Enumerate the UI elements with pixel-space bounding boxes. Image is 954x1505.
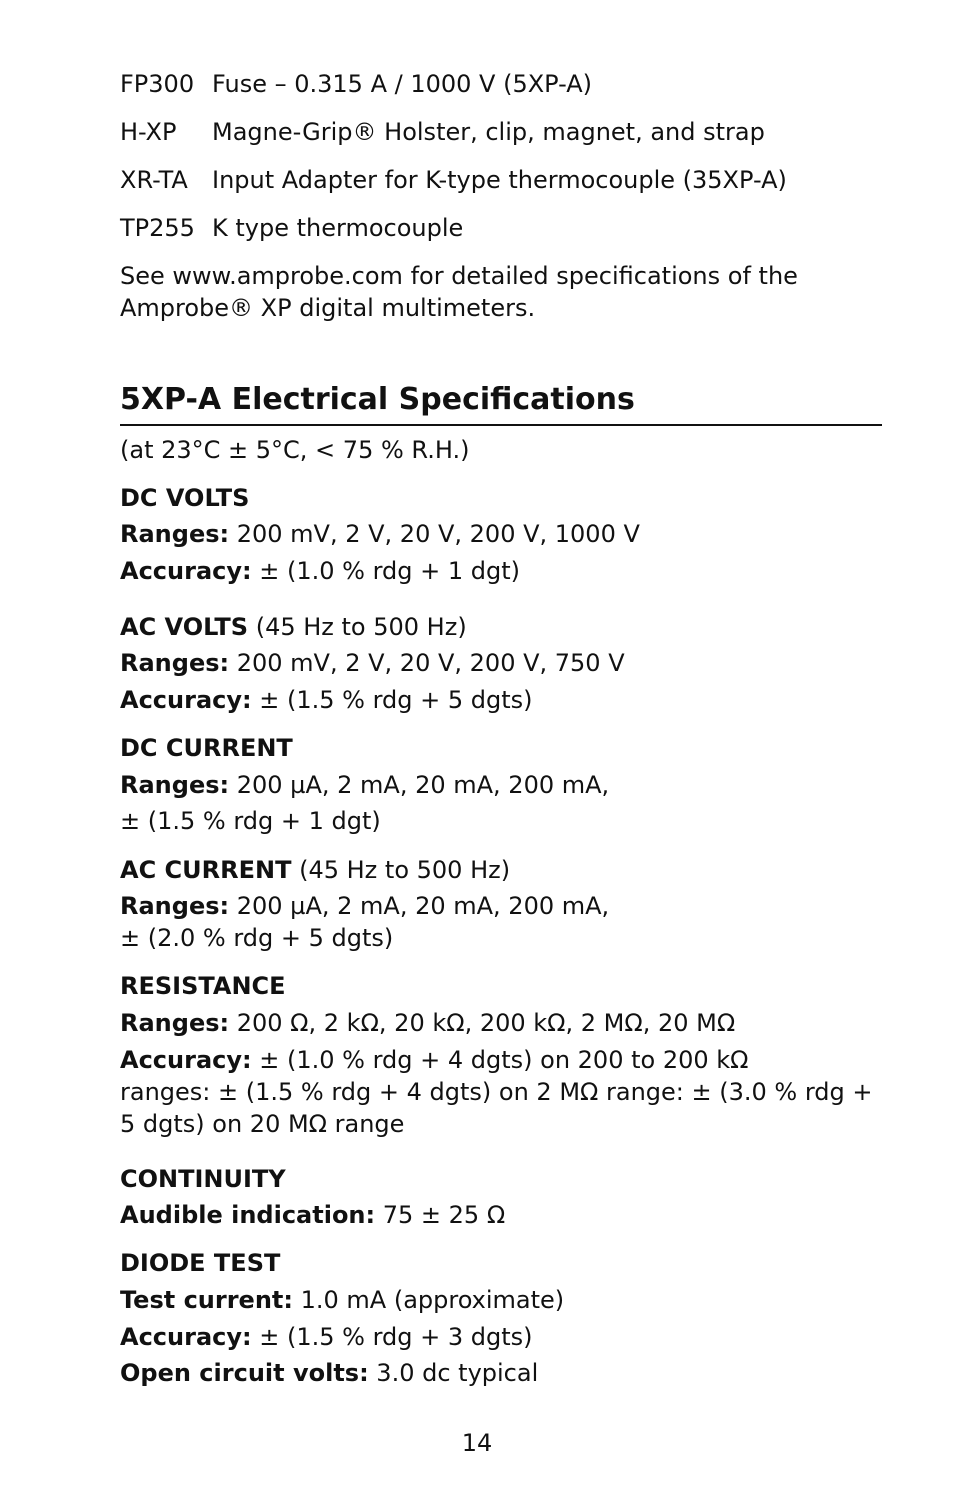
accessory-item-h-xp [120,116,765,148]
section-title: 5XP-A Electrical Specifications [120,382,635,417]
dc-volts-accuracy [120,555,882,587]
accuracy-label: Accuracy: [120,1323,252,1351]
dc-current-ranges-value: 200 µA, 2 mA, 20 mA, 200 mA, [229,771,610,799]
dc-volts-ranges-value: 200 mV, 2 V, 20 V, 200 V, 1000 V [229,520,640,548]
ac-volts-heading: AC VOLTS [120,613,249,641]
accessory-desc: K type thermocouple [212,214,464,242]
conditions-note: (at 23°C ± 5°C, < 75 % R.H.) [120,436,470,464]
diode-test-current [120,1284,882,1316]
ac-volts-accuracy [120,684,882,716]
ranges-label: Ranges: [120,892,230,920]
diode-test-accuracy-value: ± (1.5 % rdg + 3 dgts) [251,1323,533,1351]
ranges-label: Ranges: [120,1009,230,1037]
ac-volts-frequency-note: (45 Hz to 500 Hz) [248,613,467,641]
diode-test-open-circuit [120,1357,882,1389]
dc-volts-accuracy-value: ± (1.0 % rdg + 1 dgt) [251,557,521,585]
accessory-code: TP255 [120,214,195,242]
accessory-desc: Fuse – 0.315 A / 1000 V (5XP-A) [212,70,593,98]
ac-current-ranges [120,890,882,922]
dc-volts-heading: DC VOLTS [120,484,250,512]
ac-current-heading: AC CURRENT [120,856,292,884]
ac-current-ranges-value: 200 µA, 2 mA, 20 mA, 200 mA, [229,892,610,920]
see-website-paragraph: See www.amprobe.com for detailed specifications of the Amprobe® XP digital multimeters. [120,262,798,322]
audible-label: Audible indication: [120,1201,376,1229]
accessory-code: H-XP [120,118,177,146]
accuracy-label: Accuracy: [120,557,252,585]
accessory-desc: Magne-Grip® Holster, clip, magnet, and strap [212,118,765,146]
ac-current-heading-line [120,854,882,886]
open-circuit-label: Open circuit volts: [120,1359,369,1387]
ac-volts-ranges-value: 200 mV, 2 V, 20 V, 200 V, 750 V [229,649,625,677]
diode-test-heading: DIODE TEST [120,1249,281,1277]
ac-current-accuracy: ± (2.0 % rdg + 5 dgts) [120,924,394,952]
continuity-heading: CONTINUITY [120,1165,286,1193]
accessory-item-xr-ta [120,164,787,196]
accessory-item-fp300 [120,68,592,100]
dc-current-ranges [120,769,882,801]
dc-current-heading: DC CURRENT [120,734,293,762]
ac-volts-ranges [120,647,882,679]
accuracy-label: Accuracy: [120,686,252,714]
section-rule [120,424,882,426]
ac-volts-heading-line [120,611,882,643]
accessory-code: FP300 [120,70,195,98]
diode-test-accuracy [120,1321,882,1353]
resistance-heading: RESISTANCE [120,972,286,1000]
dc-volts-ranges [120,518,882,550]
accessory-desc: Input Adapter for K-type thermocouple (35XP-A) [212,166,787,194]
ranges-label: Ranges: [120,771,230,799]
resistance-accuracy [120,1044,882,1076]
resistance-ranges-value: 200 Ω, 2 kΩ, 20 kΩ, 200 kΩ, 2 MΩ, 20 MΩ [229,1009,736,1037]
accessory-item-tp255 [120,212,463,244]
ranges-label: Ranges: [120,649,230,677]
ac-current-frequency-note: (45 Hz to 500 Hz) [291,856,511,884]
diode-test-open-circuit-value: 3.0 dc typical [368,1359,539,1387]
dc-current-accuracy: ± (1.5 % rdg + 1 dgt) [120,807,381,835]
resistance-accuracy-detail: ranges: ± (1.5 % rdg + 4 dgts) on 2 MΩ range: ± (3.0 % rdg + 5 dgts) on 20 MΩ range [120,1078,873,1138]
page-number: 14 [461,1429,493,1457]
continuity-audible-value: 75 ± 25 Ω [375,1201,506,1229]
ranges-label: Ranges: [120,520,230,548]
diode-test-current-value: 1.0 mA (approximate) [293,1286,565,1314]
test-current-label: Test current: [120,1286,293,1314]
accuracy-label: Accuracy: [120,1046,252,1074]
continuity-audible [120,1199,882,1231]
accessory-code: XR-TA [120,166,188,194]
resistance-accuracy-value: ± (1.0 % rdg + 4 dgts) on 200 to 200 kΩ [251,1046,749,1074]
resistance-ranges [120,1007,882,1039]
ac-volts-accuracy-value: ± (1.5 % rdg + 5 dgts) [251,686,533,714]
